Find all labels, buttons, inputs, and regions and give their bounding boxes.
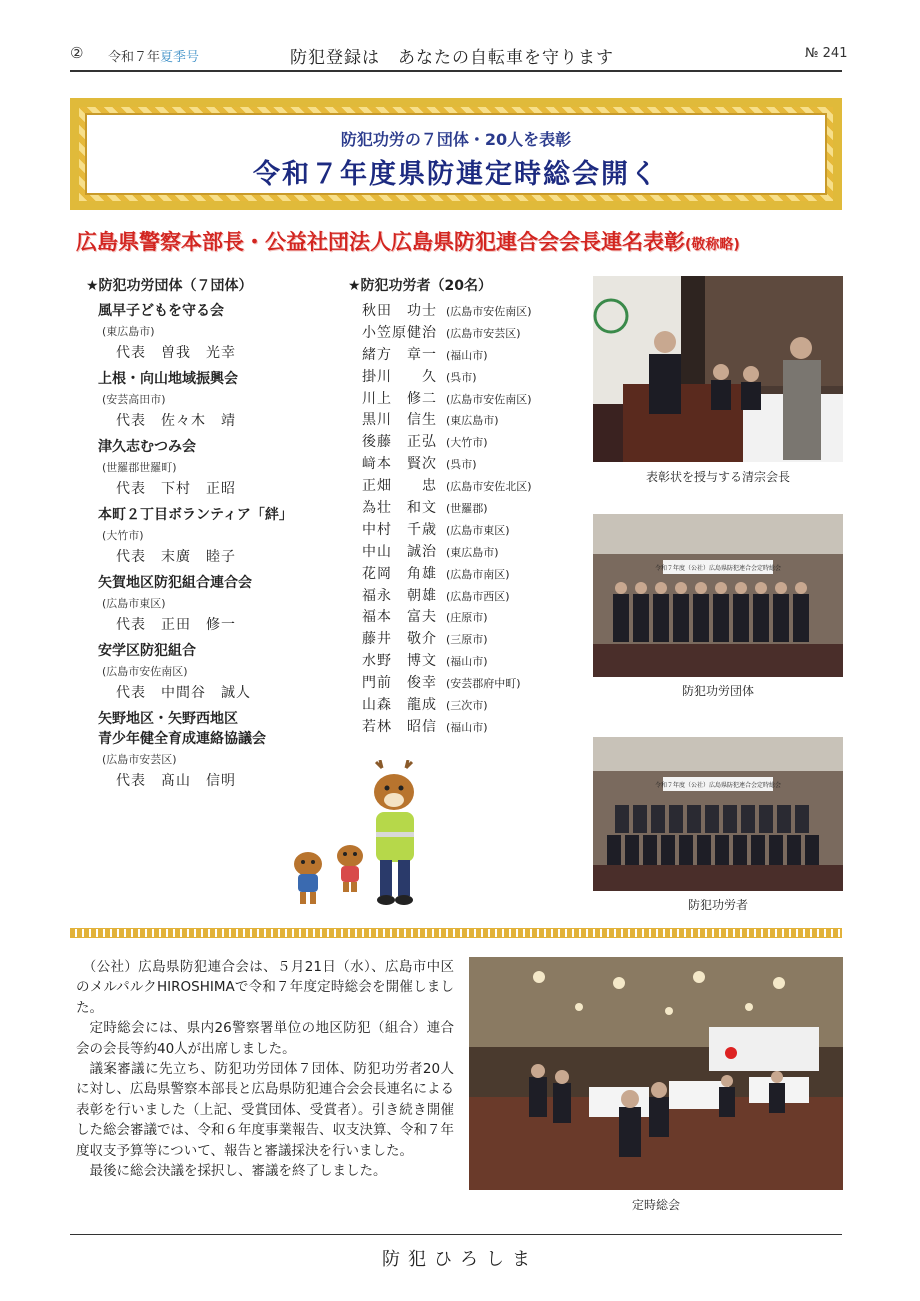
person-item	[348, 432, 578, 454]
group-area: (広島市東区)	[102, 597, 166, 610]
person-area: (東広島市)	[446, 545, 499, 559]
person-name: 中山 誠治	[362, 543, 437, 560]
group-area: (広島市安芸区)	[102, 753, 177, 766]
person-name: 水野 博文	[362, 653, 437, 670]
groups-column	[86, 275, 346, 797]
person-name: 藤井 敬介	[362, 631, 437, 648]
group-item	[86, 437, 346, 499]
group-name-line2: 青少年健全育成連絡協議会	[98, 731, 266, 747]
person-area: (安芸郡府中町)	[446, 677, 521, 691]
person-area: (福山市)	[446, 348, 488, 362]
group-item	[86, 369, 346, 431]
person-name: 中村 千歳	[362, 521, 437, 538]
person-area: (世羅郡)	[446, 502, 488, 516]
person-item	[348, 410, 578, 432]
issue-label	[108, 46, 199, 65]
group-area: (世羅郡世羅町)	[102, 461, 177, 474]
group-area: (広島市安佐南区)	[102, 665, 188, 678]
person-item	[348, 542, 578, 564]
person-name: 小笠原健治	[362, 324, 437, 341]
groups-photo-illustration	[593, 514, 843, 677]
person-name: 為壮 和文	[362, 500, 437, 517]
page-number: ②	[70, 44, 84, 62]
group-item	[86, 505, 346, 567]
person-area: (福山市)	[446, 720, 488, 734]
persons-photo-banner-text: 令和７年度（公社）広島県防犯連合会定時総会	[654, 782, 782, 789]
person-item	[348, 607, 578, 629]
person-name: 福永 朝雄	[362, 587, 437, 604]
person-name: 黒川 信生	[362, 412, 437, 429]
person-item	[348, 673, 578, 695]
person-name: 緒方 章一	[362, 346, 437, 363]
person-name: 川上 修二	[362, 390, 437, 407]
person-name: 正畑 忠	[362, 478, 437, 495]
group-representative: 代表 下村 正昭	[116, 481, 236, 497]
group-name: 本町２丁目ボランティア「絆」	[98, 507, 293, 523]
meeting-photo-caption: 定時総会	[631, 1198, 680, 1212]
award-heading-main: 広島県警察本部長・公益社団法人広島県防犯連合会会長連名表彰	[76, 230, 685, 254]
group-name: 安学区防犯組合	[98, 643, 196, 659]
groups-photo-banner-text: 令和７年度（公社）広島県防犯連合会定時総会	[654, 565, 782, 572]
group-representative: 代表 佐々木 靖	[116, 413, 236, 429]
section-divider	[70, 928, 842, 938]
person-area: (呉市)	[446, 370, 477, 384]
persons-photo	[593, 737, 843, 891]
person-item	[348, 367, 578, 389]
person-item	[348, 717, 578, 739]
issue-prefix: 令和７年	[108, 50, 161, 65]
article-paragraph-2: 定時総会には、県内26警察署単位の地区防犯（組合）連合会の会長等約40人が出席しました。	[76, 1020, 454, 1057]
person-area: (広島市南区)	[446, 567, 510, 581]
person-area: (広島市安佐南区)	[446, 305, 532, 318]
group-area: (東広島市)	[102, 325, 155, 338]
group-name: 上根・向山地域振興会	[98, 371, 238, 387]
group-name: 矢賀地区防犯組合連合会	[98, 575, 252, 591]
award-photo-caption: 表彰状を授与する清宗会長	[645, 470, 790, 484]
award-photo-illustration	[593, 276, 843, 462]
person-area: (福山市)	[446, 655, 488, 669]
group-representative: 代表 中間谷 誠人	[116, 685, 251, 701]
person-area: (三次市)	[446, 699, 488, 713]
persons-column	[348, 275, 578, 739]
group-item	[86, 573, 346, 635]
groups-photo-caption: 防犯功労団体	[681, 684, 754, 698]
deer-mascot-illustration	[272, 760, 452, 910]
group-item	[86, 641, 346, 703]
groups-title: ★防犯功労団体（７団体）	[86, 278, 253, 294]
person-name: 花岡 角雄	[362, 565, 437, 582]
issue-season: 夏季号	[160, 50, 200, 65]
groups-photo	[593, 514, 843, 677]
footer-rule	[70, 1234, 842, 1235]
article-paragraph-3: 議案審議に先立ち、防犯功労団体７団体、防犯功労者20人に対し、広島県警察本部長と広島県防犯連合会会長連名による表彰を行いました（上記、受賞団体、受賞者）。引き続き開催した総会審議では、令和６年度事業報告、収支決算、令和７年度収支予算等について、報告と審議採決を行いました。	[76, 1061, 454, 1159]
persons-photo-illustration	[593, 737, 843, 891]
person-item	[348, 454, 578, 476]
person-area: (広島市安佐南区)	[446, 392, 532, 406]
group-area: (大竹市)	[102, 529, 144, 542]
issue-number: № 241	[805, 46, 848, 61]
award-photo	[593, 276, 843, 462]
person-item	[348, 476, 578, 498]
group-representative: 代表 末廣 睦子	[116, 549, 236, 565]
person-item	[348, 301, 578, 323]
award-heading	[76, 226, 740, 256]
group-list	[86, 301, 346, 703]
group-representative: 代表 髙山 信明	[116, 773, 236, 789]
award-heading-note: (敬称略)	[685, 237, 740, 253]
person-name: 﨑本 賢次	[362, 456, 437, 473]
headline-banner	[70, 98, 842, 210]
article-paragraph-1: （公社）広島県防犯連合会は、５月21日（水）、広島市中区のメルパルクHIROSHIMAで令和７年度定時総会を開催しました。	[76, 959, 454, 1016]
person-name: 福本 富夫	[362, 609, 437, 626]
group-representative: 代表 曽我 光幸	[116, 345, 236, 361]
person-area: (広島市安佐北区)	[446, 480, 532, 494]
article-body	[76, 957, 454, 1181]
group-name: 風早子どもを守る会	[98, 303, 224, 319]
group-representative: 代表 正田 修一	[116, 617, 236, 633]
person-item	[348, 629, 578, 651]
person-area: (三原市)	[446, 633, 488, 647]
person-item	[348, 323, 578, 345]
person-area: (呉市)	[446, 458, 477, 472]
person-area: (大竹市)	[446, 436, 488, 450]
meeting-photo-illustration	[469, 957, 843, 1190]
group-name-line1: 矢野地区・矢野西地区	[98, 711, 238, 727]
person-area: (東広島市)	[446, 414, 499, 428]
person-item	[348, 520, 578, 542]
header-rule	[70, 70, 842, 72]
person-list	[348, 301, 578, 739]
persons-photo-caption: 防犯功労者	[687, 898, 748, 912]
person-name: 若林 昭信	[362, 718, 437, 735]
banner-subtitle: 防犯功労の７団体・20人を表彰	[340, 130, 572, 149]
person-item	[348, 651, 578, 673]
banner-title: 令和７年度県防連定時総会開く	[253, 159, 659, 190]
person-item	[348, 564, 578, 586]
article-paragraph-4: 最後に総会決議を採択し、審議を終了しました。	[89, 1163, 387, 1180]
person-item	[348, 695, 578, 717]
banner-inner	[85, 113, 827, 195]
person-name: 山森 龍成	[362, 697, 437, 714]
meeting-photo	[469, 957, 843, 1190]
deer-mascot-icon	[272, 760, 452, 910]
group-area: (安芸高田市)	[102, 393, 166, 406]
person-item	[348, 389, 578, 411]
person-name: 秋田 功士	[362, 303, 437, 319]
person-name: 後藤 正弘	[362, 434, 437, 451]
person-item	[348, 345, 578, 367]
person-item	[348, 586, 578, 608]
person-item	[348, 498, 578, 520]
footer-publication-name: 防犯ひろしま	[382, 1249, 538, 1270]
person-name: 門前 俊幸	[362, 675, 437, 692]
person-area: (庄原市)	[446, 611, 488, 625]
header-slogan: 防犯登録は あなたの自転車を守ります	[290, 48, 614, 68]
persons-title: ★防犯功労者（20名）	[348, 278, 493, 294]
person-area: (広島市東区)	[446, 523, 510, 537]
person-area: (広島市安芸区)	[446, 326, 521, 340]
person-name: 掛川 久	[362, 368, 437, 385]
group-name: 津久志むつみ会	[98, 439, 196, 455]
group-item	[86, 301, 346, 363]
person-area: (広島市西区)	[446, 589, 510, 603]
